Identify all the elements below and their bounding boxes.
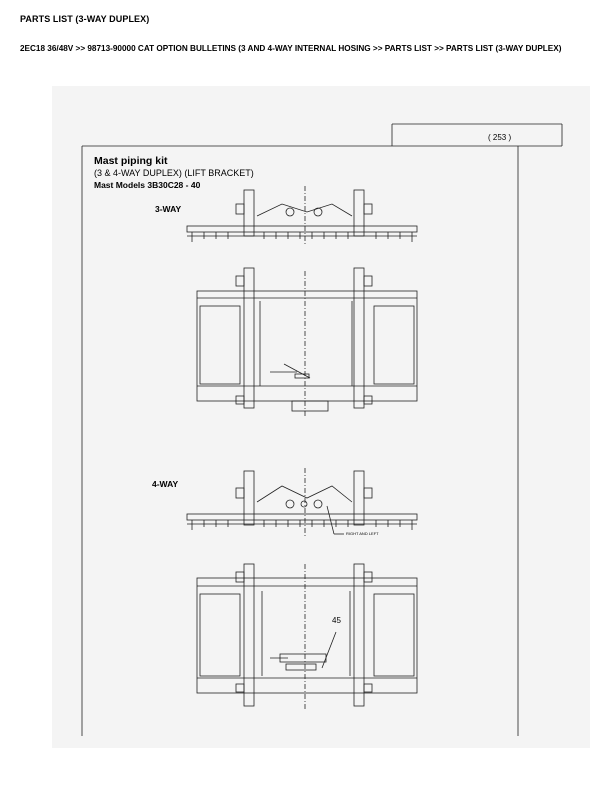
parts-drawing-sheet: [52, 86, 590, 748]
kit-models: Mast Models 3B30C28 - 40: [94, 180, 201, 190]
page-heading: PARTS LIST (3-WAY DUPLEX): [20, 14, 150, 24]
part-callout-45: 45: [332, 616, 341, 625]
kit-title: Mast piping kit: [94, 155, 168, 167]
four-way-label: 4-WAY: [152, 479, 179, 489]
three-way-top-view: [187, 186, 417, 246]
right-left-note: RIGHT AND LEFT: [346, 531, 379, 536]
three-way-label: 3-WAY: [155, 204, 182, 214]
four-way-top-view: [187, 468, 417, 536]
drawing-page-number: ( 253 ): [488, 133, 512, 142]
breadcrumb: 2EC18 36/48V >> 98713-90000 CAT OPTION BULLETINS (3 AND 4-WAY INTERNAL HOSING >> PARTS LIST >> PARTS LIST (3-WAY DUPLEX): [20, 44, 562, 53]
three-way-front-view: [197, 268, 417, 416]
kit-subtitle: (3 & 4-WAY DUPLEX) (LIFT BRACKET): [94, 168, 254, 178]
four-way-front-view: [197, 564, 417, 711]
